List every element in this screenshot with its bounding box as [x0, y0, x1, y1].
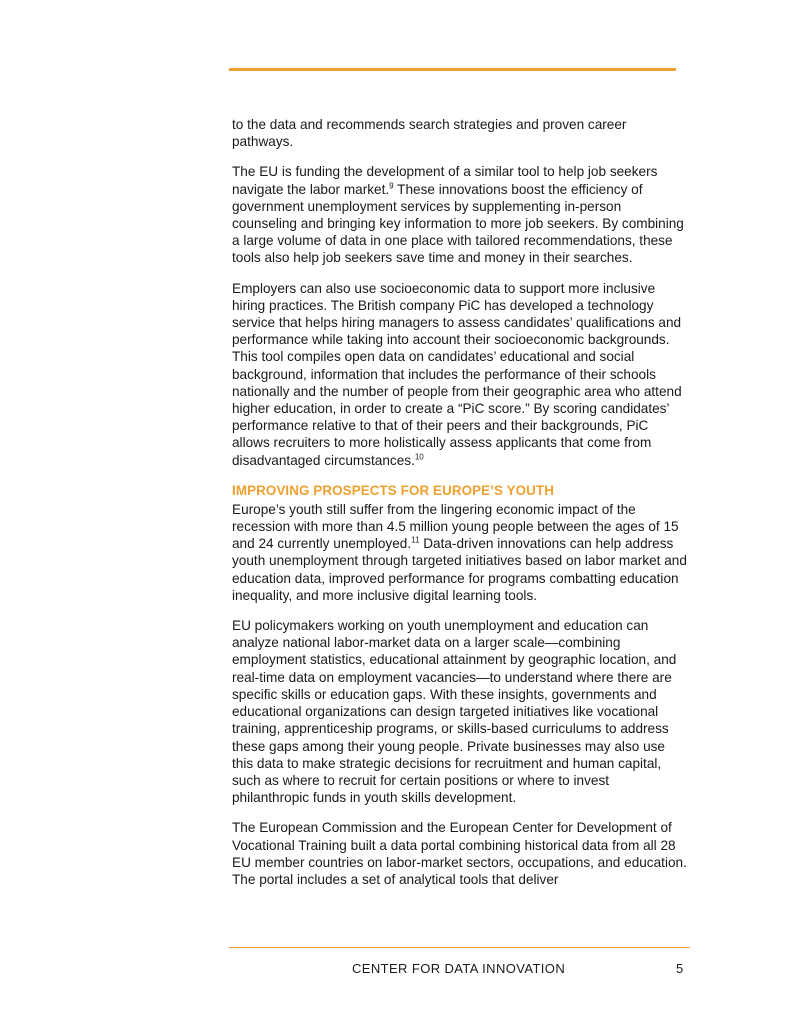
paragraph-2-text-a: The EU is funding the development of a similar tool to help job seekers navigate the labor market.	[232, 164, 658, 197]
paragraph-2-text-b: These innovations boost the efficiency of government unemployment services by supplementing in-person counseling and bringing key information to more job seekers. By combining a large volume of data in one place with tailored recommendations, these tools also help job seekers save time and money in their searches.	[232, 181, 684, 266]
paragraph-4	[232, 501, 688, 604]
section-heading: IMPROVING PROSPECTS FOR EUROPE’S YOUTH	[232, 482, 554, 498]
header-rule	[229, 68, 676, 71]
body-text	[232, 116, 688, 901]
footnote-ref-9[interactable]: 9	[389, 181, 394, 191]
page-number: 5	[676, 961, 684, 976]
footnote-ref-11[interactable]: 11	[411, 535, 420, 545]
paragraph-2	[232, 163, 688, 266]
paragraph-4-text-b: Data-driven innovations can help address youth unemployment through targeted initiatives based on labor market and education data, improved performance for programs combatting education inequality, and more inclusive digital learning tools.	[232, 536, 687, 603]
footer-organization: CENTER FOR DATA INNOVATION	[352, 961, 566, 976]
paragraph-5: EU policymakers working on youth unemployment and education can analyze national labor-market data on a larger scale—combining employment statistics, educational attainment by geographic location, and real-time data on employment vacancies—to understand where there are specific skills or education gaps. With these insights, governments and educational organizations can design targeted initiatives like vocational training, apprenticeship programs, or skills-based curriculums to address these gaps among their young people. Private businesses may also use this data to make strategic decisions for recruitment and human capital, such as where to recruit for certain positions or where to invest philanthropic funds in youth skills development.	[232, 618, 677, 806]
paragraph-3	[232, 280, 688, 469]
footnote-ref-10[interactable]: 10	[414, 452, 424, 462]
paragraph-3-text: Employers can also use socioeconomic data to support more inclusive hiring practices. The British company PiC has developed a technology service that helps hiring managers to assess candidates’ qualifications and performance while taking into account their socioeconomic backgrounds. This tool compiles open data on candidates’ educational and social background, information that includes the performance of their schools nationally and the number of people from their geographic area who attend higher education, in order to create a “PiC score.” By scoring candidates’ performance relative to that of their peers and their backgrounds, PiC allows recruiters to more holistically assess applicants that come from disadvantaged circumstances.	[232, 280, 682, 468]
footer-rule	[229, 947, 690, 948]
paragraph-4-text-a: Europe’s youth still suffer from the lingering economic impact of the recession with more than 4.5 million young people between the ages of 15 and 24 currently unemployed.	[232, 501, 679, 552]
paragraph-6: The European Commission and the European Center for Development of Vocational Training built a data portal combining historical data from all 28 EU member countries on labor-market sectors, occupations, and education. The portal includes a set of analytical tools that deliver	[232, 820, 687, 887]
paragraph-1: to the data and recommends search strategies and proven career pathways.	[232, 117, 627, 150]
